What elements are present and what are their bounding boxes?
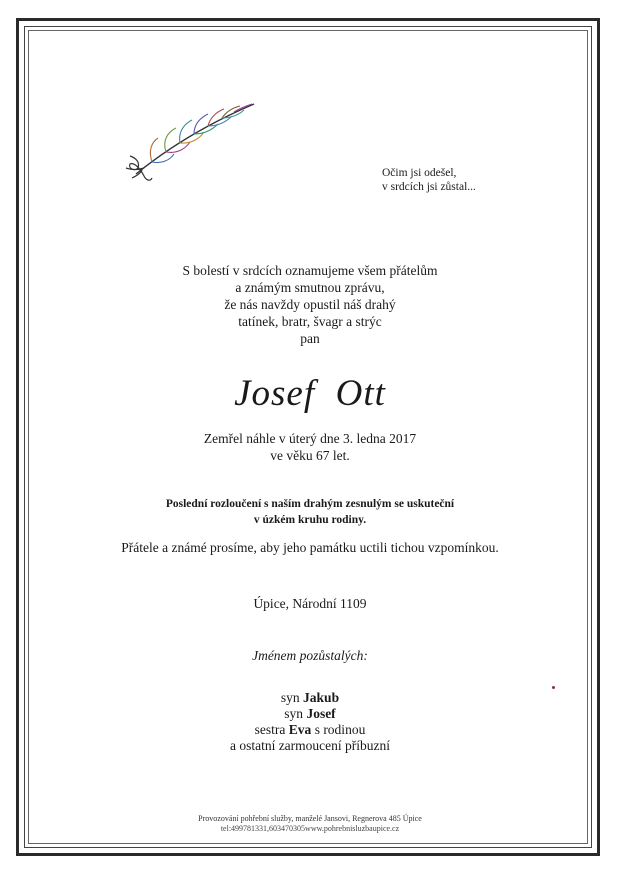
farewell-line-2: v úzkém kruhu rodiny.	[253, 514, 367, 526]
relatives-list	[0, 690, 620, 754]
deceased-name: Josef Ott	[234, 373, 386, 414]
announcement-line: tatínek, bratr, švagr a strýc	[238, 314, 382, 329]
motto-line-2: v srdcích jsi zůstal...	[382, 181, 476, 193]
relative-name: Jakub	[303, 690, 340, 705]
footer-company: Provozování pohřební služby, manželé Jansovi, Regnerova 485 Úpice	[198, 814, 422, 823]
address: Úpice, Národní 1109	[253, 596, 367, 611]
relative-line: syn Jakub	[280, 690, 340, 705]
relative-line: sestra Eva s rodinou	[254, 722, 366, 737]
announcement-line: S bolestí v srdcích oznamujeme všem přátelům	[182, 263, 438, 278]
relative-name: Josef	[306, 706, 336, 721]
farewell-line-1: Poslední rozloučení s naším drahým zesnulým se uskuteční	[165, 498, 455, 510]
relative-line: syn Josef	[284, 706, 336, 721]
ink-speck	[552, 686, 555, 689]
farewell-notice	[0, 496, 620, 528]
footer-contact: tel:499781331,603470305www.pohrebnisluzbaupice.cz	[220, 824, 400, 833]
announcement-text	[0, 262, 620, 347]
death-age-line: ve věku 67 let.	[270, 448, 350, 463]
announcement-line: že nás navždy opustil náš drahý	[224, 297, 396, 312]
death-date-line: Zemřel náhle v úterý dne 3. ledna 2017	[203, 431, 417, 446]
death-info	[0, 430, 620, 464]
relative-line: a ostatní zarmoucení příbuzní	[229, 738, 391, 753]
palm-branch-icon	[122, 98, 258, 186]
footer	[0, 814, 620, 834]
announcement-line: pan	[300, 331, 320, 346]
on-behalf-heading: Jménem pozůstalých:	[252, 648, 368, 663]
relative-name: Eva	[288, 722, 312, 737]
motto	[382, 166, 476, 194]
motto-line-1: Očim jsi odešel,	[382, 167, 457, 179]
announcement-line: a známým smutnou zprávu,	[235, 280, 385, 295]
remembrance-request: Přátele a známé prosíme, aby jeho památku uctili tichou vzpomínkou.	[121, 540, 499, 555]
